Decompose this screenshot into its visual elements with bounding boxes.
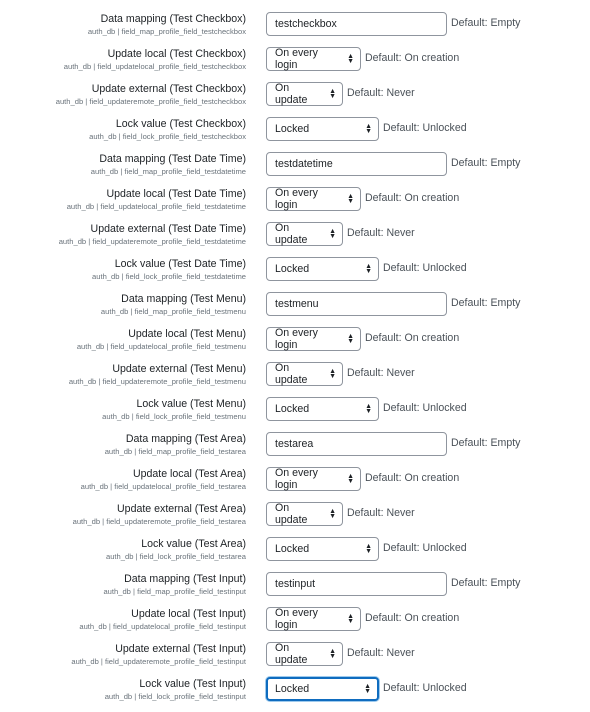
select-value: On update (275, 222, 308, 246)
setting-label (56, 83, 246, 107)
up-down-caret-icon: ▲ ▼ (329, 508, 336, 520)
default-value-hint: Default: Empty (451, 577, 521, 589)
default-value-hint: Default: On creation (365, 472, 460, 484)
up-down-caret-icon: ▲ ▼ (365, 263, 372, 275)
update-local-select[interactable] (266, 327, 361, 351)
setting-title: Update local (Test Checkbox) (107, 48, 246, 60)
default-value-hint: Default: On creation (365, 332, 460, 344)
setting-config-key: auth_db | field_updateremote_profile_field_testcheckbox (55, 97, 246, 106)
up-down-caret-icon: ▲ ▼ (347, 53, 354, 65)
setting-title: Lock value (Test Menu) (136, 398, 246, 410)
setting-row (0, 117, 590, 152)
default-value-hint: Default: Never (347, 367, 415, 379)
setting-label (73, 503, 246, 527)
setting-config-key: auth_db | field_map_profile_field_testmenu (100, 307, 246, 316)
default-value-hint: Default: On creation (365, 52, 460, 64)
data-mapping-input[interactable] (266, 572, 447, 596)
default-value-hint: Default: Unlocked (383, 262, 467, 274)
select-value: Locked (275, 263, 310, 275)
setting-config-key: auth_db | field_map_profile_field_testarea (104, 447, 246, 456)
select-value: On every login (275, 607, 318, 631)
setting-row (0, 187, 590, 222)
setting-title: Update external (Test Input) (115, 643, 246, 655)
default-value-hint: Default: Unlocked (383, 542, 467, 554)
default-value-hint: Default: Never (347, 87, 415, 99)
setting-label (105, 433, 246, 457)
setting-title: Update local (Test Menu) (128, 328, 246, 340)
setting-row (0, 467, 590, 502)
setting-label (105, 678, 246, 702)
select-value: Locked (275, 123, 310, 135)
select-value: On every login (275, 187, 318, 211)
setting-label (59, 223, 246, 247)
setting-title: Lock value (Test Area) (141, 538, 246, 550)
setting-label (77, 328, 246, 352)
select-value: On update (275, 82, 308, 106)
setting-label (92, 258, 246, 282)
setting-label (103, 573, 246, 597)
update-local-select[interactable] (266, 47, 361, 71)
lock-value-select[interactable] (266, 397, 379, 421)
update-local-select[interactable] (266, 607, 361, 631)
setting-label (88, 13, 246, 37)
select-value: On update (275, 362, 308, 386)
setting-config-key: auth_db | field_lock_profile_field_testarea (105, 552, 246, 561)
setting-label (71, 643, 246, 667)
setting-label (89, 118, 246, 142)
setting-label (81, 468, 246, 492)
setting-config-key: auth_db | field_updatelocal_profile_field_testarea (80, 482, 246, 491)
select-value: Locked (275, 403, 310, 415)
setting-config-key: auth_db | field_updatelocal_profile_field_testmenu (76, 342, 246, 351)
default-value-hint: Default: Empty (451, 157, 521, 169)
update-local-select[interactable] (266, 467, 361, 491)
update-local-select[interactable] (266, 187, 361, 211)
up-down-caret-icon: ▲ ▼ (329, 648, 336, 660)
input-value: testdatetime (275, 158, 333, 170)
setting-row (0, 12, 590, 47)
up-down-caret-icon: ▲ ▼ (347, 613, 354, 625)
data-mapping-input[interactable] (266, 432, 447, 456)
setting-label (101, 293, 246, 317)
default-value-hint: Default: Empty (451, 437, 521, 449)
setting-config-key: auth_db | field_updateremote_profile_field_testdatetime (58, 237, 246, 246)
setting-config-key: auth_db | field_map_profile_field_testdatetime (90, 167, 246, 176)
lock-value-select[interactable] (266, 537, 379, 561)
setting-label (79, 608, 246, 632)
default-value-hint: Default: Empty (451, 297, 521, 309)
default-value-hint: Default: Unlocked (383, 402, 467, 414)
setting-title: Data mapping (Test Menu) (121, 293, 246, 305)
update-external-select[interactable] (266, 82, 343, 106)
select-value: On every login (275, 467, 318, 491)
setting-config-key: auth_db | field_updateremote_profile_field_testmenu (68, 377, 246, 386)
update-external-select[interactable] (266, 502, 343, 526)
setting-title: Update local (Test Input) (131, 608, 246, 620)
setting-title: Data mapping (Test Date Time) (99, 153, 246, 165)
setting-config-key: auth_db | field_lock_profile_field_testcheckbox (89, 132, 246, 141)
setting-title: Data mapping (Test Area) (125, 433, 246, 445)
setting-row (0, 82, 590, 117)
setting-config-key: auth_db | field_lock_profile_field_testdatetime (92, 272, 246, 281)
setting-title: Lock value (Test Date Time) (114, 258, 246, 270)
setting-config-key: auth_db | field_lock_profile_field_testmenu (102, 412, 246, 421)
setting-row (0, 677, 590, 712)
setting-row (0, 537, 590, 572)
setting-row (0, 327, 590, 362)
up-down-caret-icon: ▲ ▼ (365, 543, 372, 555)
setting-title: Lock value (Test Checkbox) (115, 118, 246, 130)
select-value: On update (275, 642, 308, 666)
setting-config-key: auth_db | field_map_profile_field_testinput (103, 587, 246, 596)
setting-title: Update external (Test Checkbox) (91, 83, 246, 95)
lock-value-select[interactable] (266, 257, 379, 281)
setting-row (0, 292, 590, 327)
data-mapping-input[interactable] (266, 292, 447, 316)
setting-title: Update local (Test Area) (132, 468, 246, 480)
setting-label (67, 188, 246, 212)
default-value-hint: Default: On creation (365, 612, 460, 624)
setting-row (0, 152, 590, 187)
select-value: Locked (275, 683, 310, 695)
select-value: Locked (275, 543, 310, 555)
setting-label (106, 538, 246, 562)
setting-config-key: auth_db | field_lock_profile_field_testinput (104, 692, 246, 701)
setting-title: Update external (Test Area) (117, 503, 246, 515)
input-value: testmenu (275, 298, 319, 310)
default-value-hint: Default: Never (347, 227, 415, 239)
setting-title: Data mapping (Test Checkbox) (100, 13, 246, 25)
up-down-caret-icon: ▲ ▼ (329, 228, 336, 240)
up-down-caret-icon: ▲ ▼ (364, 683, 371, 695)
input-value: testinput (275, 578, 316, 590)
up-down-caret-icon: ▲ ▼ (347, 333, 354, 345)
setting-row (0, 47, 590, 82)
setting-config-key: auth_db | field_updateremote_profile_field_testarea (72, 517, 246, 526)
setting-row (0, 572, 590, 607)
setting-label (69, 363, 246, 387)
setting-title: Lock value (Test Input) (139, 678, 246, 690)
setting-config-key: auth_db | field_updateremote_profile_field_testinput (71, 657, 246, 666)
default-value-hint: Default: Unlocked (383, 122, 467, 134)
up-down-caret-icon: ▲ ▼ (329, 88, 336, 100)
setting-title: Update external (Test Date Time) (90, 223, 246, 235)
default-value-hint: Default: Empty (451, 17, 521, 29)
setting-label (91, 153, 246, 177)
setting-title: Data mapping (Test Input) (124, 573, 246, 585)
setting-row (0, 432, 590, 467)
setting-row (0, 257, 590, 292)
select-value: On every login (275, 327, 318, 351)
up-down-caret-icon: ▲ ▼ (347, 193, 354, 205)
default-value-hint: Default: On creation (365, 192, 460, 204)
up-down-caret-icon: ▲ ▼ (329, 368, 336, 380)
setting-title: Update local (Test Date Time) (106, 188, 246, 200)
data-mapping-input[interactable] (266, 12, 447, 36)
setting-label (102, 398, 246, 422)
setting-row (0, 362, 590, 397)
select-value: On update (275, 502, 308, 526)
setting-row (0, 642, 590, 677)
up-down-caret-icon: ▲ ▼ (365, 403, 372, 415)
setting-config-key: auth_db | field_updatelocal_profile_field_testdatetime (66, 202, 246, 211)
setting-row (0, 222, 590, 257)
update-external-select[interactable] (266, 362, 343, 386)
setting-row (0, 397, 590, 432)
setting-label (64, 48, 246, 72)
data-mapping-input[interactable] (266, 152, 447, 176)
setting-config-key: auth_db | field_updatelocal_profile_field_testinput (79, 622, 246, 631)
update-external-select[interactable] (266, 222, 343, 246)
input-value: testarea (275, 438, 314, 450)
setting-config-key: auth_db | field_updatelocal_profile_field_testcheckbox (63, 62, 246, 71)
default-value-hint: Default: Never (347, 647, 415, 659)
lock-value-select[interactable] (266, 677, 379, 701)
up-down-caret-icon: ▲ ▼ (365, 123, 372, 135)
default-value-hint: Default: Never (347, 507, 415, 519)
setting-row (0, 502, 590, 537)
input-value: testcheckbox (275, 18, 337, 30)
select-value: On every login (275, 47, 318, 71)
lock-value-select[interactable] (266, 117, 379, 141)
setting-row (0, 607, 590, 642)
update-external-select[interactable] (266, 642, 343, 666)
up-down-caret-icon: ▲ ▼ (347, 473, 354, 485)
setting-title: Update external (Test Menu) (112, 363, 246, 375)
default-value-hint: Default: Unlocked (383, 682, 467, 694)
setting-config-key: auth_db | field_map_profile_field_testcheckbox (87, 27, 246, 36)
